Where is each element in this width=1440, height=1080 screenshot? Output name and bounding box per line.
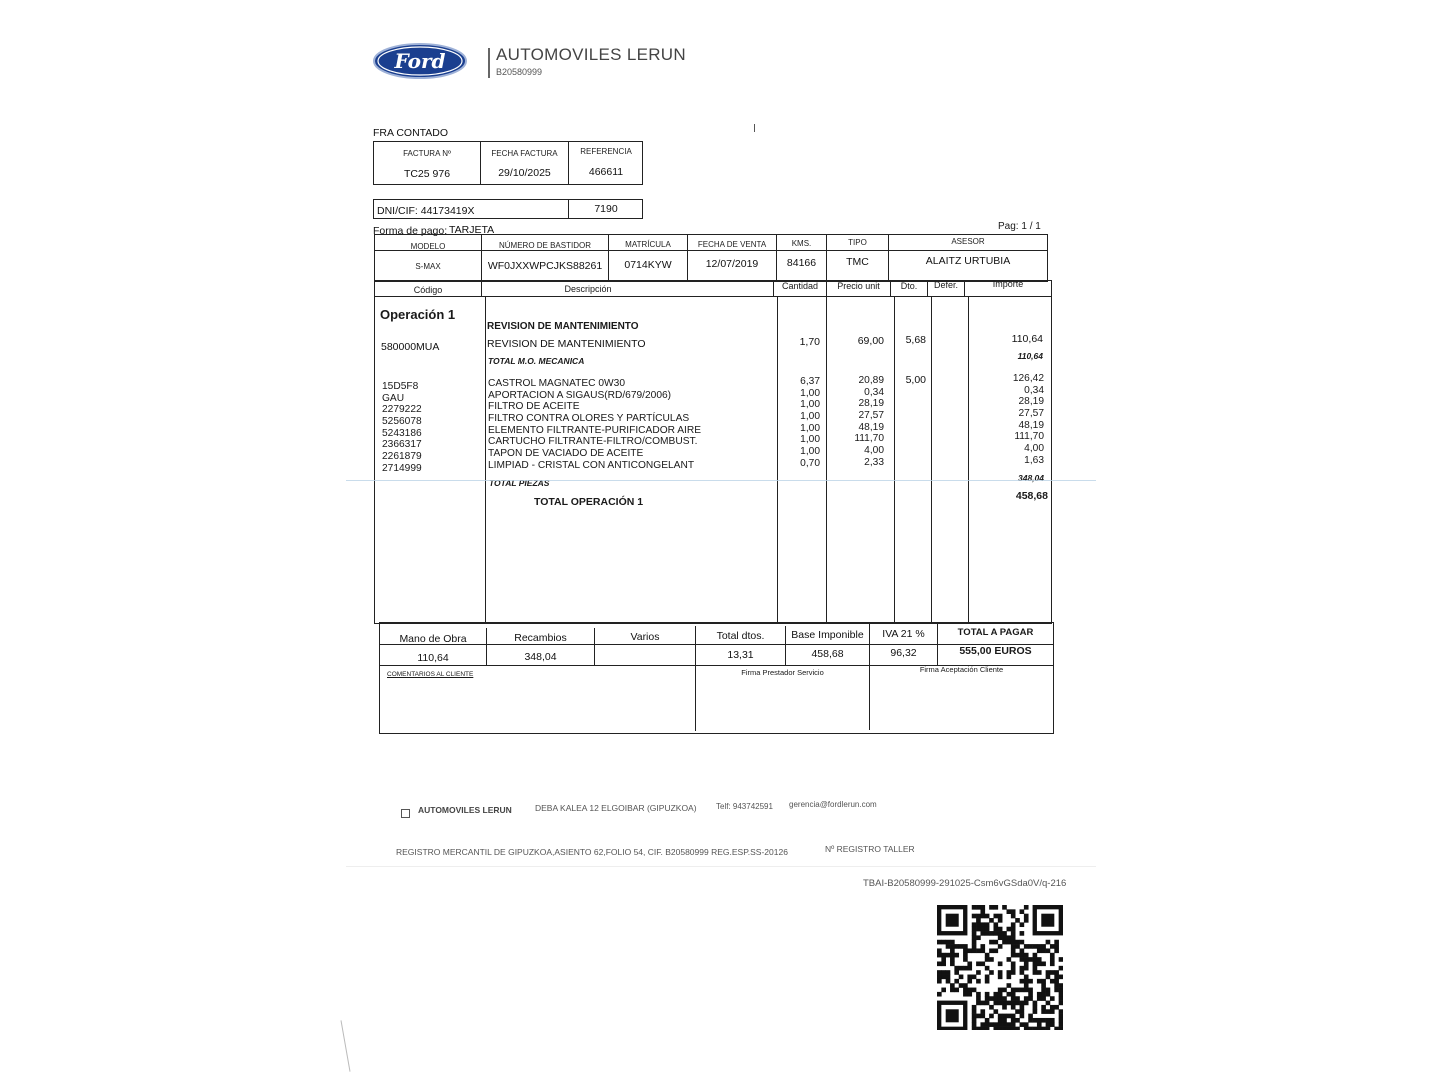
section-title: REVISION DE MANTENIMIENTO (487, 321, 639, 332)
vehicle-tipo: TMC (846, 256, 869, 268)
footer-registro-taller: Nº REGISTRO TALLER (825, 844, 915, 854)
invoice-reference: 466611 (588, 166, 624, 178)
th-dto: Dto. (900, 281, 918, 291)
vehicle-bastidor: WF0JXXWPCJKS88261 (487, 260, 603, 272)
parts-amount (969, 373, 1044, 467)
footer-company: AUTOMOVILES LERUN (418, 805, 512, 815)
footer-divider (346, 866, 1096, 867)
th-codigo: Código (413, 285, 443, 295)
vh-tipo: TIPO (848, 238, 867, 247)
company-cif: B20580999 (496, 67, 543, 77)
part-desc: FILTRO DE ACEITE (488, 401, 580, 413)
labor-qty: 1,70 (799, 336, 820, 348)
part-code: 2279222 (382, 404, 422, 416)
invoice-number: TC25 976 (403, 168, 451, 180)
total-piezas-label: TOTAL PIEZAS (489, 478, 550, 488)
lines-table (374, 280, 1052, 624)
labor-amount: 110,64 (1011, 333, 1043, 345)
tot-base: 458,68 (811, 648, 844, 660)
labor-dto: 5,68 (905, 334, 926, 346)
part-amount: 4,00 (1024, 443, 1044, 455)
labor-code: 580000MUA (381, 341, 440, 353)
footer-phone: Telf: 943742591 (716, 802, 773, 811)
part-qty: 1,00 (800, 411, 820, 423)
part-code: 2366317 (382, 439, 422, 451)
vehicle-asesor: ALAITZ URTUBIA (925, 255, 1011, 267)
footer-email: gerencia@fordlerun.com (789, 800, 877, 809)
part-code: GAU (382, 392, 405, 404)
part-amount: 48,19 (1018, 419, 1044, 431)
th-defer: Defer. (933, 280, 958, 290)
th-importe: Importe (992, 279, 1024, 289)
part-desc: LIMPIAD - CRISTAL CON ANTICONGELANT (488, 459, 695, 471)
label-fecha-factura: FECHA FACTURA (491, 149, 558, 158)
forma-pago-label: Forma de pago: (373, 225, 448, 237)
part-desc: CARTUCHO FILTRANTE-FILTRO/COMBUST. (488, 436, 698, 448)
part-qty: 6,37 (800, 376, 820, 387)
part-dto: 5,00 (905, 374, 926, 386)
tbai-code: TBAI-B20580999-291025-Csm6vGSda0V/q-216 (863, 878, 1067, 889)
tot-h-mano-obra: Mano de Obra (399, 633, 467, 645)
ford-logo (372, 42, 468, 80)
part-amount: 0,34 (1024, 384, 1044, 396)
tot-total-pagar: 555,00 EUROS (959, 645, 1032, 657)
part-qty: 1,00 (800, 422, 820, 434)
tot-mano-obra: 110,64 (417, 652, 449, 664)
forma-pago-value: TARJETA (449, 224, 495, 236)
vh-asesor: ASESOR (951, 237, 985, 246)
part-desc: APORTACION A SIGAUS(RD/679/2006) (488, 389, 672, 401)
firma-cliente: Firma Aceptación Cliente (919, 665, 1004, 674)
operation-title: Operación 1 (380, 307, 456, 322)
tot-h-base: Base Imponible (791, 629, 864, 641)
parts-price (827, 375, 884, 469)
total-piezas-value: 348,04 (1018, 473, 1044, 483)
part-desc: CASTROL MAGNATEC 0W30 (488, 378, 625, 389)
part-code: 15D5F8 (382, 381, 419, 392)
scan-line (346, 480, 1096, 481)
tot-h-recambios: Recambios (514, 632, 567, 644)
part-price: 48,19 (858, 421, 884, 433)
part-amount: 111,70 (1014, 431, 1044, 443)
part-price: 27,57 (858, 410, 884, 422)
labor-desc: REVISION DE MANTENIMIENTO (487, 338, 646, 350)
parts-codes (382, 381, 422, 475)
part-qty: 1,00 (800, 399, 820, 411)
labor-price: 69,00 (857, 335, 884, 347)
total-operacion-value: 458,68 (1015, 490, 1048, 502)
label-factura: FACTURA Nº (403, 149, 451, 158)
company-name: AUTOMOVILES LERUN (496, 45, 686, 64)
part-desc: FILTRO CONTRA OLORES Y PARTÍCULAS (488, 413, 690, 425)
total-operacion-label: TOTAL OPERACIÓN 1 (534, 496, 644, 508)
part-price: 4,00 (864, 445, 884, 457)
vehicle-matricula: 0714KYW (624, 259, 672, 271)
comments-label: COMENTARIOS AL CLIENTE (387, 671, 474, 678)
vehicle-modelo: S-MAX (415, 262, 441, 271)
client-code: 7190 (594, 203, 618, 215)
brand-divider (488, 48, 490, 78)
dni-cif: DNI/CIF: 44173419X (377, 205, 475, 217)
part-price: 0,34 (864, 386, 884, 398)
total-mo-label: TOTAL M.O. MECANICA (488, 356, 585, 366)
part-amount: 126,42 (1012, 373, 1044, 384)
vh-fecha-venta: FECHA DE VENTA (697, 240, 767, 249)
scan-mark (754, 124, 755, 132)
part-code: 2714999 (382, 462, 422, 474)
part-code: 5243186 (382, 427, 422, 439)
part-price: 28,19 (858, 398, 884, 410)
vehicle-kms: 84166 (786, 257, 817, 269)
vh-modelo: MODELO (410, 242, 446, 251)
footer-logo-box (401, 809, 410, 818)
divider (931, 296, 932, 624)
th-cantidad: Cantidad (781, 281, 819, 291)
footer-registry: REGISTRO MERCANTIL DE GIPUZKOA,ASIENTO 62,FOLIO 54, CIF. B20580999 REG.ESP.SS-20126 (396, 847, 788, 857)
divider (375, 296, 1051, 297)
part-qty: 1,00 (800, 446, 820, 458)
invoice-type: FRA CONTADO (373, 127, 449, 139)
vehicle-fecha-venta: 12/07/2019 (705, 258, 759, 270)
part-qty: 1,00 (800, 434, 820, 446)
part-price: 111,70 (854, 433, 884, 445)
footer-address: DEBA KALEA 12 ELGOIBAR (GIPUZKOA) (535, 803, 697, 813)
label-referencia: REFERENCIA (580, 147, 632, 156)
total-mo-value: 110,64 (1017, 351, 1043, 361)
tbai-qr-code (937, 905, 1063, 1030)
tot-h-iva: IVA 21 % (882, 628, 925, 640)
page-number: Pag: 1 / 1 (998, 221, 1041, 232)
part-amount: 27,57 (1018, 408, 1044, 420)
part-qty: 1,00 (800, 387, 820, 399)
vh-kms: KMS. (791, 239, 812, 248)
firma-prestador: Firma Prestador Servicio (741, 668, 824, 677)
tot-recambios: 348,04 (524, 651, 557, 663)
part-code: 5256078 (382, 416, 422, 428)
th-descripcion: Descripción (564, 284, 612, 294)
part-amount: 1,63 (1024, 454, 1044, 466)
part-amount: 28,19 (1018, 396, 1044, 408)
part-price: 2,33 (864, 456, 884, 468)
th-precio: Precio unit (837, 281, 880, 291)
tot-total-dtos: 13,31 (727, 649, 754, 661)
part-code: 2261879 (382, 451, 422, 463)
invoice-date: 29/10/2025 (498, 167, 551, 179)
tot-h-total-dtos: Total dtos. (716, 630, 765, 642)
tot-h-varios: Varios (630, 631, 660, 643)
parts-descriptions (488, 378, 701, 472)
part-desc: ELEMENTO FILTRANTE-PURIFICADOR AIRE (488, 424, 702, 436)
vh-bastidor: NÚMERO DE BASTIDOR (498, 241, 591, 250)
parts-qty (778, 376, 820, 470)
vh-matricula: MATRÍCULA (625, 240, 671, 249)
tot-h-total-pagar: TOTAL A PAGAR (957, 627, 1034, 638)
part-price: 20,89 (858, 375, 884, 386)
part-qty: 0,70 (800, 457, 820, 469)
svg-text:Ford: Ford (394, 49, 446, 73)
tot-iva: 96,32 (890, 647, 917, 659)
part-desc: TAPON DE VACIADO DE ACEITE (488, 448, 644, 460)
divider (485, 296, 486, 624)
